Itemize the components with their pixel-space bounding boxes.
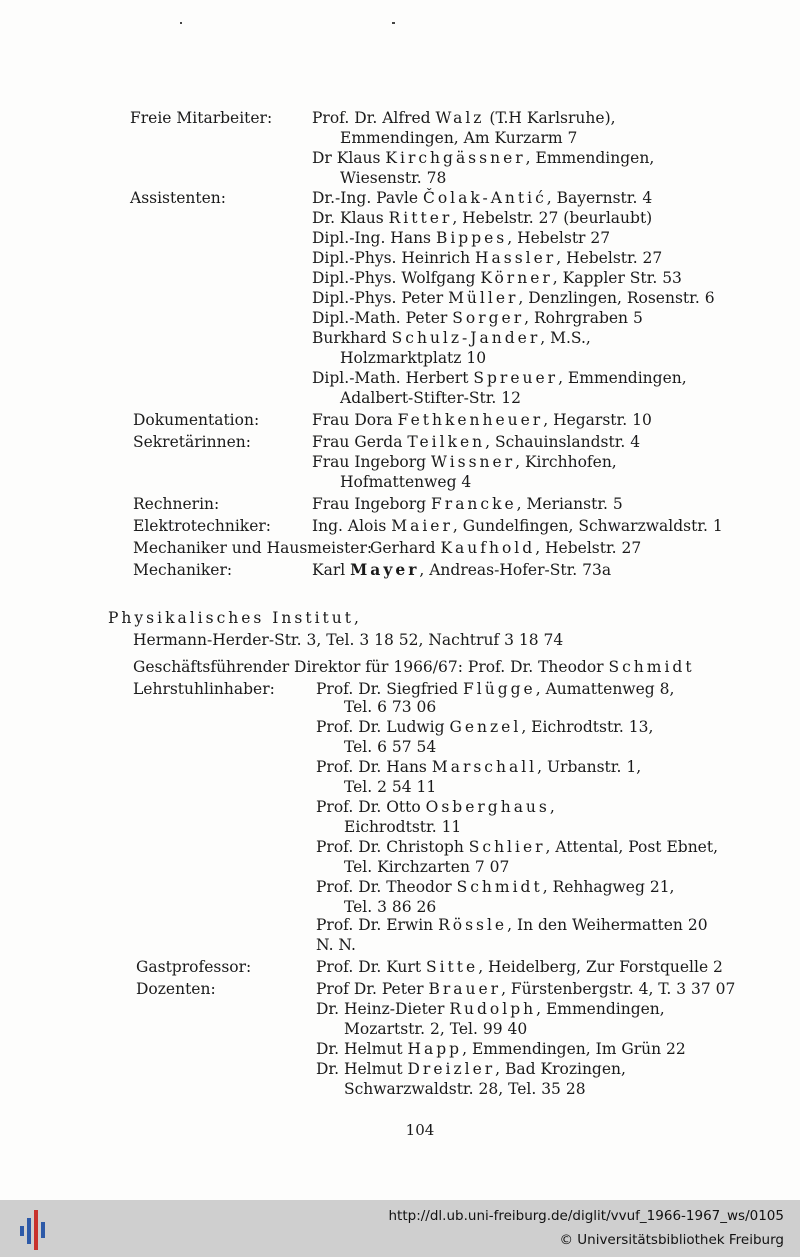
text-line [312, 494, 623, 514]
text-line [133, 494, 219, 514]
source-url-link[interactable]: http://dl.ub.uni-freiburg.de/diglit/vvuf_1966-1967_ws/0105 [388, 1208, 784, 1224]
text-line [316, 797, 555, 817]
spaced-name: Mayer [350, 560, 420, 579]
spaced-name: Maier [391, 517, 453, 535]
text-line [130, 188, 226, 208]
text-run: (T.H Karlsruhe), [484, 109, 616, 127]
text-line [312, 516, 723, 536]
spaced-name: Physikalisches Institut [108, 609, 354, 627]
text-line [312, 410, 652, 430]
text-run: Ing. Alois [312, 517, 392, 535]
spaced-name: Schlier [468, 838, 546, 856]
spaced-name: Osberghaus [425, 798, 550, 816]
spaced-name: Schmidt [608, 658, 695, 676]
text-run: Lehrstuhlinhaber: [133, 680, 275, 698]
text-line [130, 108, 272, 128]
text-run: Dipl.-Math. Peter [312, 309, 453, 327]
text-line [340, 168, 446, 188]
spaced-name: Fethkenheuer [397, 411, 544, 429]
text-run: Emmendingen, Am Kurzarm 7 [340, 129, 578, 147]
text-line [344, 857, 509, 877]
text-run: Tel. Kirchzarten 7 07 [344, 858, 510, 876]
text-run: Prof. Dr. Ludwig [316, 718, 450, 736]
spaced-name: Marschall [431, 758, 538, 776]
text-line [316, 837, 718, 857]
text-line [316, 1039, 686, 1059]
text-run: Dipl.-Ing. Hans [312, 229, 436, 247]
text-line [344, 1079, 586, 1099]
text-run: Dipl.-Phys. Peter [312, 289, 449, 307]
text-run: , Attental, Post Ebnet, [545, 838, 719, 856]
spaced-name: Hassler [475, 249, 557, 267]
text-run: , Denzlingen, Rosenstr. 6 [518, 289, 715, 307]
text-line [316, 935, 356, 955]
text-run: , Kirchhofen, [515, 453, 617, 471]
text-line [312, 248, 662, 268]
text-line [136, 957, 251, 977]
text-run: Sekretärinnen: [133, 433, 251, 451]
text-line [133, 432, 251, 452]
text-line [312, 148, 654, 168]
text-run: Dipl.-Phys. Wolfgang [312, 269, 481, 287]
text-run: Prof. Dr. Christoph [316, 838, 469, 856]
text-line [312, 108, 616, 128]
text-run: , Bad Krozingen, [495, 1060, 626, 1078]
text-run: Geschäftsführender Direktor für 1966/67: Prof. Dr. Theodor [133, 658, 609, 676]
text-run: , Rohrgraben 5 [524, 309, 643, 327]
text-line [340, 128, 577, 148]
text-run: Frau Ingeborg [312, 453, 432, 471]
spaced-name: Rössle [438, 916, 508, 934]
text-run: Elektrotechniker: [133, 517, 272, 535]
text-line [316, 679, 674, 699]
text-run: , Emmendingen, Im Grün 22 [462, 1040, 686, 1058]
text-run: Eichrodtstr. 11 [344, 818, 462, 836]
text-run: Hermann-Herder-Str. 3, Tel. 3 18 52, Nachtruf 3 18 74 [133, 631, 564, 649]
spaced-name: Čolak-Antić [422, 189, 547, 207]
text-line [340, 472, 471, 492]
text-line [340, 348, 486, 368]
text-line [108, 608, 359, 628]
text-run: Wiesenstr. 78 [340, 169, 447, 187]
text-run: , [354, 609, 359, 627]
text-run: Holzmarktplatz 10 [340, 349, 487, 367]
spaced-name: Kaufhold [440, 539, 536, 557]
text-run: Dr. Klaus [312, 209, 389, 227]
text-line [136, 979, 216, 999]
spaced-name: Francke [431, 495, 517, 513]
text-line [344, 897, 436, 917]
text-run: Rechnerin: [133, 495, 220, 513]
text-run: , Bayernstr. 4 [546, 189, 653, 207]
text-run: , Aumattenweg 8, [535, 680, 675, 698]
text-line [133, 630, 563, 650]
text-run: , Hebelstr. 27 [535, 539, 642, 557]
spaced-name: Schulz-Jander [391, 329, 541, 347]
text-line [312, 188, 652, 208]
text-line [133, 516, 271, 536]
spaced-name: Schmidt [456, 878, 543, 896]
text-run: , Rehhagweg 21, [542, 878, 675, 896]
text-run: , [549, 798, 555, 816]
text-run: N. N. [316, 936, 356, 954]
text-line [133, 679, 275, 699]
spaced-name: Müller [448, 289, 519, 307]
scan-speck [180, 22, 182, 24]
text-line [312, 268, 682, 288]
text-line [316, 979, 735, 999]
text-line [133, 410, 259, 430]
spaced-name: Happ [407, 1040, 463, 1058]
text-run: Prof. Dr. Siegfried [316, 680, 463, 698]
text-line [316, 757, 641, 777]
text-run: , Urbanstr. 1, [537, 758, 642, 776]
spaced-name: Walz [435, 109, 485, 127]
text-line [370, 538, 641, 558]
spaced-name: Bippes [435, 229, 508, 247]
ub-freiburg-logo-icon [14, 1204, 54, 1254]
text-run: Prof. Dr. Erwin [316, 916, 439, 934]
text-run: Dr. Helmut [316, 1040, 408, 1058]
spaced-name: Teilken [407, 433, 486, 451]
text-run: Mozartstr. 2, Tel. 99 40 [344, 1020, 528, 1038]
text-run: , Emmendingen, [525, 149, 655, 167]
text-run: , In den Weihermatten 20 [507, 916, 708, 934]
text-run: Dipl.-Math. Herbert [312, 369, 474, 387]
scan-speck [392, 22, 395, 24]
text-run: , Emmendingen, [558, 369, 687, 387]
text-run: Hofmattenweg 4 [340, 473, 472, 491]
text-run: Tel. 6 73 06 [344, 698, 437, 716]
text-run: Dipl.-Phys. Heinrich [312, 249, 475, 267]
text-run: Mechaniker und Hausmeister: [133, 539, 373, 557]
spaced-name: Dreizler [407, 1060, 496, 1078]
text-run: , Fürstenbergstr. 4, T. 3 37 07 [501, 980, 736, 998]
spaced-name: Brauer [428, 980, 502, 998]
text-line [316, 915, 708, 935]
text-run: Prof. Dr. Alfred [312, 109, 436, 127]
text-run: Dozenten: [136, 980, 216, 998]
text-run: Prof. Dr. Theodor [316, 878, 457, 896]
text-line [344, 777, 436, 797]
spaced-name: Flügge [463, 680, 536, 698]
text-run: , Hegarstr. 10 [543, 411, 652, 429]
text-run: Adalbert-Stifter-Str. 12 [340, 389, 522, 407]
text-line [344, 737, 436, 757]
text-run: , Schauinslandstr. 4 [485, 433, 641, 451]
text-line [312, 432, 640, 452]
spaced-name: Kirchgässner [385, 149, 526, 167]
spaced-name: Sitte [425, 958, 479, 976]
text-run: Burkhard [312, 329, 392, 347]
text-run: Dr. Helmut [316, 1060, 408, 1078]
text-run: , Kappler Str. 53 [552, 269, 682, 287]
text-run: Gerhard [370, 539, 441, 557]
text-run: Tel. 2 54 11 [344, 778, 437, 796]
text-line [312, 560, 611, 580]
text-run: Frau Gerda [312, 433, 408, 451]
text-run: Prof Dr. Peter [316, 980, 429, 998]
text-run: , Hebelstr. 27 (beurlaubt) [452, 209, 653, 227]
text-line [312, 308, 643, 328]
text-run: Frau Ingeborg [312, 495, 432, 513]
text-run: , Andreas-Hofer-Str. 73a [419, 561, 612, 579]
text-line [316, 877, 674, 897]
text-line [312, 228, 610, 248]
text-line [133, 560, 232, 580]
text-run: , Gundelfingen, Schwarzwaldstr. 1 [452, 517, 723, 535]
text-line [316, 1059, 626, 1079]
text-run: Mechaniker: [133, 561, 233, 579]
page-number: 104 [405, 1121, 435, 1139]
spaced-name: Rudolph [449, 1000, 537, 1018]
text-run: Dokumentation: [133, 411, 260, 429]
text-run: , M.S., [540, 329, 591, 347]
spaced-name: Wissner [431, 453, 516, 471]
text-run: Dr.-Ing. Pavle [312, 189, 423, 207]
spaced-name: Sorger [452, 309, 525, 327]
text-line [344, 697, 436, 717]
text-run: , Hebelstr 27 [507, 229, 611, 247]
text-run: , Heidelberg, Zur Forstquelle 2 [478, 958, 723, 976]
text-run: Tel. 6 57 54 [344, 738, 437, 756]
text-run: Frau Dora [312, 411, 398, 429]
text-line [133, 538, 372, 558]
text-run: Prof. Dr. Kurt [316, 958, 426, 976]
text-run: Karl [312, 561, 351, 579]
text-line [312, 452, 617, 472]
spaced-name: Ritter [388, 209, 453, 227]
text-run: , Emmendingen, [536, 1000, 665, 1018]
text-run: , Eichrodtstr. 13, [521, 718, 654, 736]
text-line [133, 657, 695, 677]
text-line [312, 288, 715, 308]
text-run: Gastprofessor: [136, 958, 252, 976]
spaced-name: Spreuer [473, 369, 559, 387]
text-line [312, 328, 591, 348]
text-run: Dr. Heinz-Dieter [316, 1000, 450, 1018]
text-run: , Hebelstr. 27 [556, 249, 663, 267]
text-line [312, 368, 687, 388]
spaced-name: Genzel [449, 718, 522, 736]
text-line [344, 1019, 527, 1039]
text-line [316, 717, 653, 737]
text-line [312, 208, 652, 228]
text-run: Prof. Dr. Hans [316, 758, 432, 776]
text-line [340, 388, 521, 408]
text-line [344, 817, 461, 837]
text-run: Assistenten: [130, 189, 227, 207]
viewer-footer [0, 1200, 800, 1257]
text-run: Schwarzwaldstr. 28, Tel. 35 28 [344, 1080, 586, 1098]
text-run: Prof. Dr. Otto [316, 798, 426, 816]
text-line [316, 999, 665, 1019]
text-line [316, 957, 723, 977]
spaced-name: Körner [480, 269, 553, 287]
text-run: , Merianstr. 5 [516, 495, 623, 513]
text-run: Dr Klaus [312, 149, 386, 167]
text-run: Freie Mitarbeiter: [130, 109, 273, 127]
text-run: Tel. 3 86 26 [344, 898, 437, 916]
copyright-text: © Universitätsbibliothek Freiburg [559, 1232, 784, 1248]
